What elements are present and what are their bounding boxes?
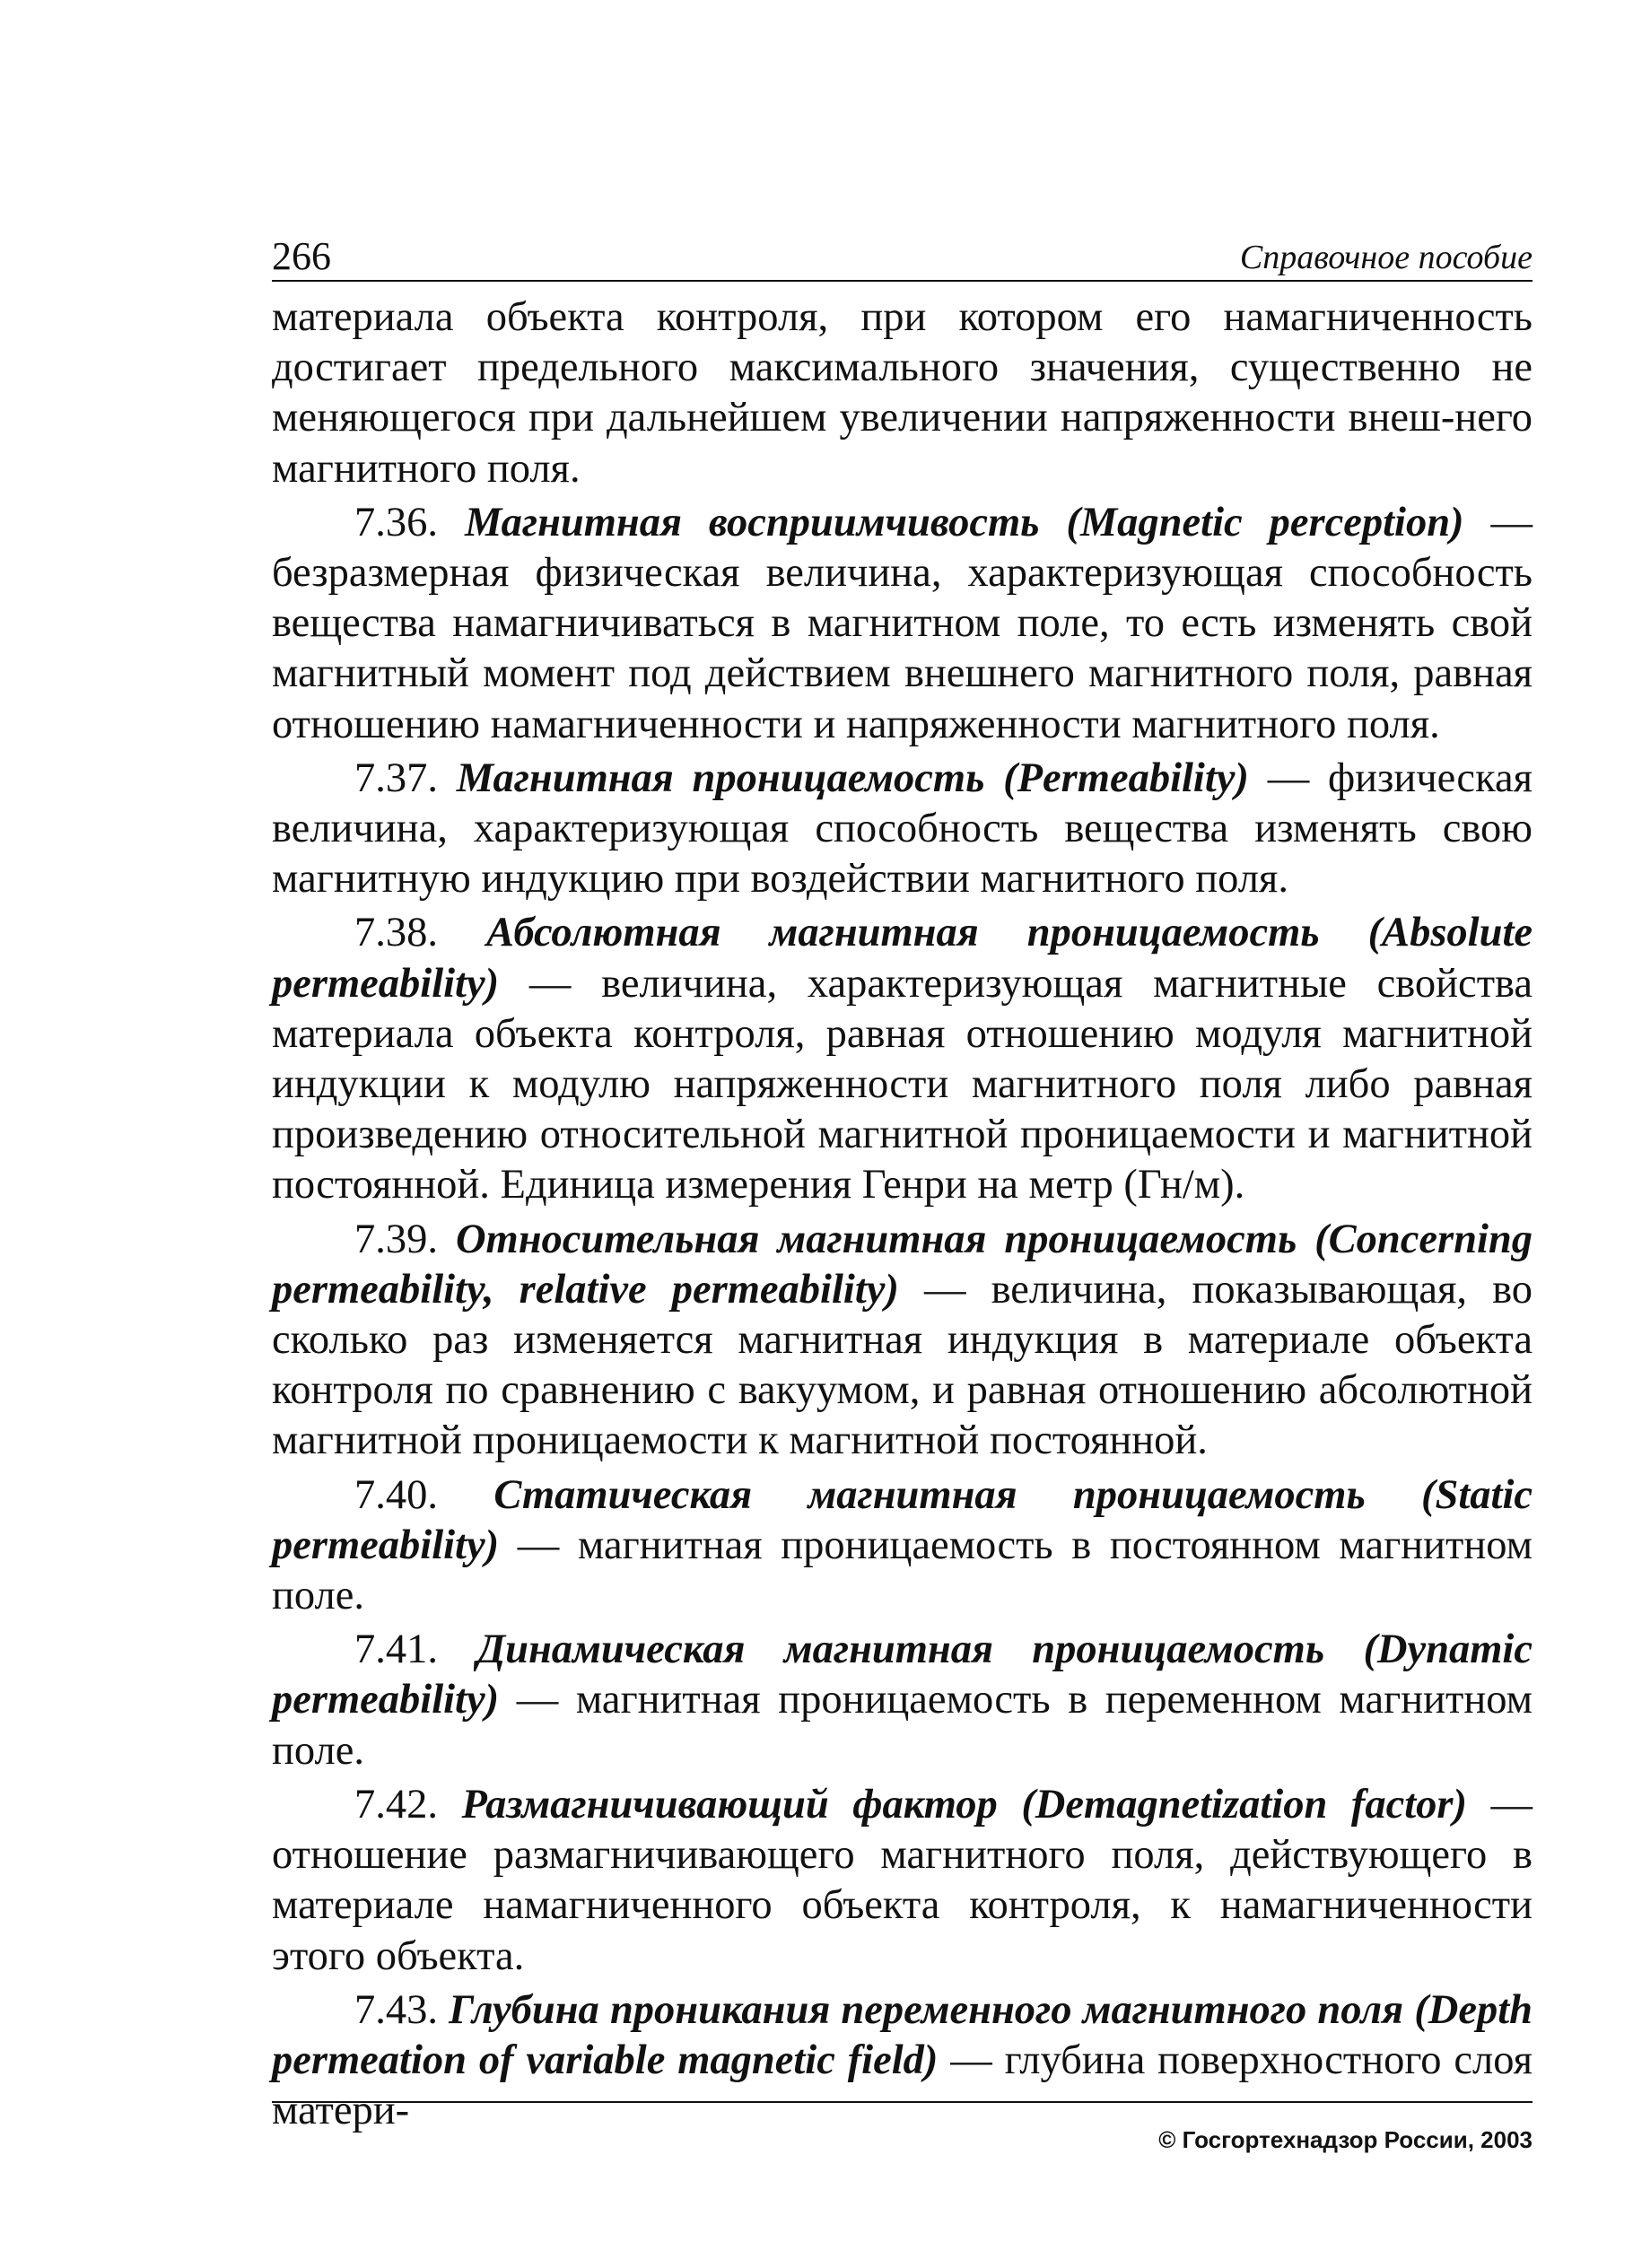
entry-number: 7.41. [354,1627,438,1673]
entry-7-38 [272,908,1533,1210]
entry-7-42 [272,1780,1533,1982]
entry-definition: — безразмерная физическая величина, характеризующая способность вещества намагничиваться в магнитном поле, то есть изменять свой магнитный момент под действием внешнего магнитного поля, равная отношению намагниченности и напряженности магнитного поля. [272,499,1533,747]
entry-7-40 [272,1470,1533,1622]
entry-term: Магнитная восприимчивость (Magnetic perception) [464,499,1464,545]
entry-number: 7.39. [354,1216,438,1262]
entry-term: Глубина проникания переменного магнитного поля (Depth permeation of variable magnetic field) [272,1986,1533,2083]
entry-definition: — магнитная проницаемость в переменном магнитном поле. [272,1677,1533,1774]
entry-definition: — глубина поверхностного слоя матери- [272,2037,1533,2134]
footer-divider [272,2101,1533,2103]
entry-number: 7.37. [354,755,438,801]
entry-term: Статическая магнитная проницаемость (Static permeability) [272,1471,1533,1568]
intro-paragraph: материала объекта контроля, при котором его намагниченность достигает предельного максимального значения, существенно не меняющегося при дальнейшем увеличении напряженности внеш-него магнитного поля. [272,294,1533,492]
entry-number: 7.40. [354,1471,438,1518]
entry-term: Магнитная проницаемость (Permeability) [456,755,1249,801]
copyright-notice: © Госгортехнадзор России, 2003 [1158,2126,1533,2153]
entry-definition: — величина, характеризующая магнитные свойства материала объекта контроля, равная отношению модуля магнитной индукции к модулю напряженности магнитного поля либо равная произведению относительной магнитной проницаемости и магнитной постоянной. Единица измерения Генри на метр (Гн/м). [272,960,1533,1208]
entry-7-37 [272,754,1533,905]
entry-term: Динамическая магнитная проницаемость (Dynamic permeability) [272,1627,1533,1723]
entry-7-43 [272,1985,1533,2137]
entry-term: Абсолютная магнитная проницаемость (Absolute permeability) [272,910,1533,1007]
page-number: 266 [272,234,331,278]
entry-7-41 [272,1625,1533,1776]
entry-definition: — магнитная проницаемость в постоянном магнитном поле. [272,1522,1533,1619]
entry-7-36 [272,498,1533,750]
running-title: Справочное пособие [1239,239,1533,276]
main-text [272,292,1533,2136]
page-header [272,226,1533,282]
entry-number: 7.38. [354,910,438,956]
entry-definition: — физическая величина, характеризующая способность вещества изменять свою магнитную индукцию при воздействии магнитного поля. [272,755,1533,903]
entry-term: Размагничивающий фактор (Demagnetization factor) [461,1781,1467,1827]
entry-number: 7.43. [354,1986,438,2033]
entry-term: Относительная магнитная проницаемость (Concerning permeability, relative permeability) [272,1216,1533,1313]
entry-definition: — величина, показывающая, во сколько раз изменяется магнитная индукция в материале объекта контроля по сравнению с вакуумом, и равная отношению абсолютной магнитной проницаемости к магнитной постоянной. [272,1266,1533,1464]
entry-definition: — отношение размагничивающего магнитного поля, действующего в материале намагниченного объекта контроля, к намагниченности этого объекта. [272,1781,1533,1979]
entry-number: 7.42. [354,1781,438,1827]
entry-7-39 [272,1215,1533,1467]
entry-number: 7.36. [354,499,438,545]
